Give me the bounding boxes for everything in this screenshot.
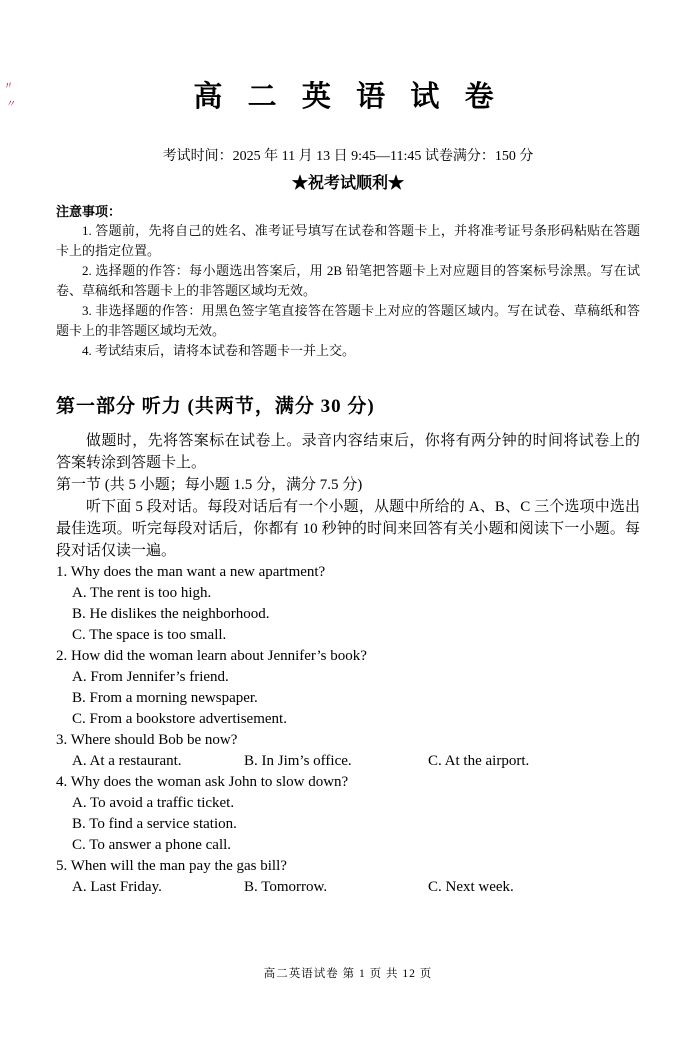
notice-item-2: 2. 选择题的作答：每小题选出答案后，用 2B 铅笔把答题卡上对应题目的答案标号涂黑。写在试卷、草稿纸和答题卡上的非答题区域均无效。 [56, 263, 640, 298]
option-a: A. The rent is too high. [72, 585, 212, 601]
red-mark: 〃 [2, 80, 15, 93]
page-title: 高 二 英 语 试 卷 [193, 81, 503, 113]
question-options [56, 793, 640, 856]
question-list [56, 562, 640, 898]
option-c: C. From a bookstore advertisement. [72, 711, 287, 727]
option-b: B. Tomorrow. [244, 879, 328, 895]
question-stem: 5. When will the man pay the gas bill? [56, 858, 287, 874]
notice-heading: 注意事项： [56, 204, 122, 219]
part1-heading: 第一部分 听力 (共两节，满分 30 分) [56, 396, 375, 417]
red-mark: 〃 [5, 98, 17, 111]
section1-heading: 第一节 (共 5 小题；每小题 1.5 分，满分 7.5 分) [56, 477, 363, 493]
notice-item-4: 4. 考试结束后，请将本试卷和答题卡一并上交。 [82, 343, 356, 358]
question-1 [56, 562, 640, 646]
question-2 [56, 646, 640, 730]
option-a: A. Last Friday. [72, 879, 162, 895]
notice-item-3: 3. 非选择题的作答：用黑色签字笔直接答在答题卡上对应的答题区域内。写在试卷、草稿纸和答题卡上的非答题区域均无效。 [56, 303, 640, 338]
option-a: A. From Jennifer’s friend. [72, 669, 229, 685]
scan-artifact [4, 82, 24, 122]
question-options [56, 877, 640, 898]
question-stem: 2. How did the woman learn about Jennifer’s book? [56, 648, 367, 664]
option-b: B. In Jim’s office. [244, 753, 352, 769]
question-options [56, 751, 640, 772]
part1-intro: 做题时，先将答案标在试卷上。录音内容结束后，你将有两分钟的时间将试卷上的答案转涂到答题卡上。 [56, 433, 640, 471]
notice-item-1: 1. 答题前，先将自己的姓名、准考证号填写在试卷和答题卡上，并将准考证号条形码粘贴在答题卡上的指定位置。 [56, 223, 640, 258]
question-5 [56, 856, 640, 898]
good-luck-line: ★祝考试顺利★ [291, 175, 404, 192]
option-c: C. At the airport. [428, 753, 530, 769]
question-options [56, 667, 640, 730]
question-stem: 4. Why does the woman ask John to slow down? [56, 774, 349, 790]
option-c: C. Next week. [428, 879, 514, 895]
option-c: C. To answer a phone call. [72, 837, 232, 853]
option-a: A. At a restaurant. [72, 753, 182, 769]
option-b: B. To find a service station. [72, 816, 237, 832]
question-stem: 3. Where should Bob be now? [56, 732, 238, 748]
question-options [56, 583, 640, 646]
option-c: C. The space is too small. [72, 627, 227, 643]
exam-info-line: 考试时间：2025 年 11 月 13 日 9:45—11:45 试卷满分：150 分 [162, 149, 534, 164]
section1-instructions: 听下面 5 段对话。每段对话后有一个小题，从题中所给的 A、B、C 三个选项中选出最佳选项。听完每段对话后，你都有 10 秒钟的时间来回答有关小题和阅读下一小题。每段对话仅读一遍。 [56, 499, 640, 559]
question-4 [56, 772, 640, 856]
question-stem: 1. Why does the man want a new apartment? [56, 564, 326, 580]
question-3 [56, 730, 640, 772]
option-b: B. From a morning newspaper. [72, 690, 258, 706]
page-footer: 高二英语试卷 第 1 页 共 12 页 [263, 968, 433, 980]
exam-page [0, 74, 696, 898]
option-b: B. He dislikes the neighborhood. [72, 606, 270, 622]
option-a: A. To avoid a traffic ticket. [72, 795, 235, 811]
